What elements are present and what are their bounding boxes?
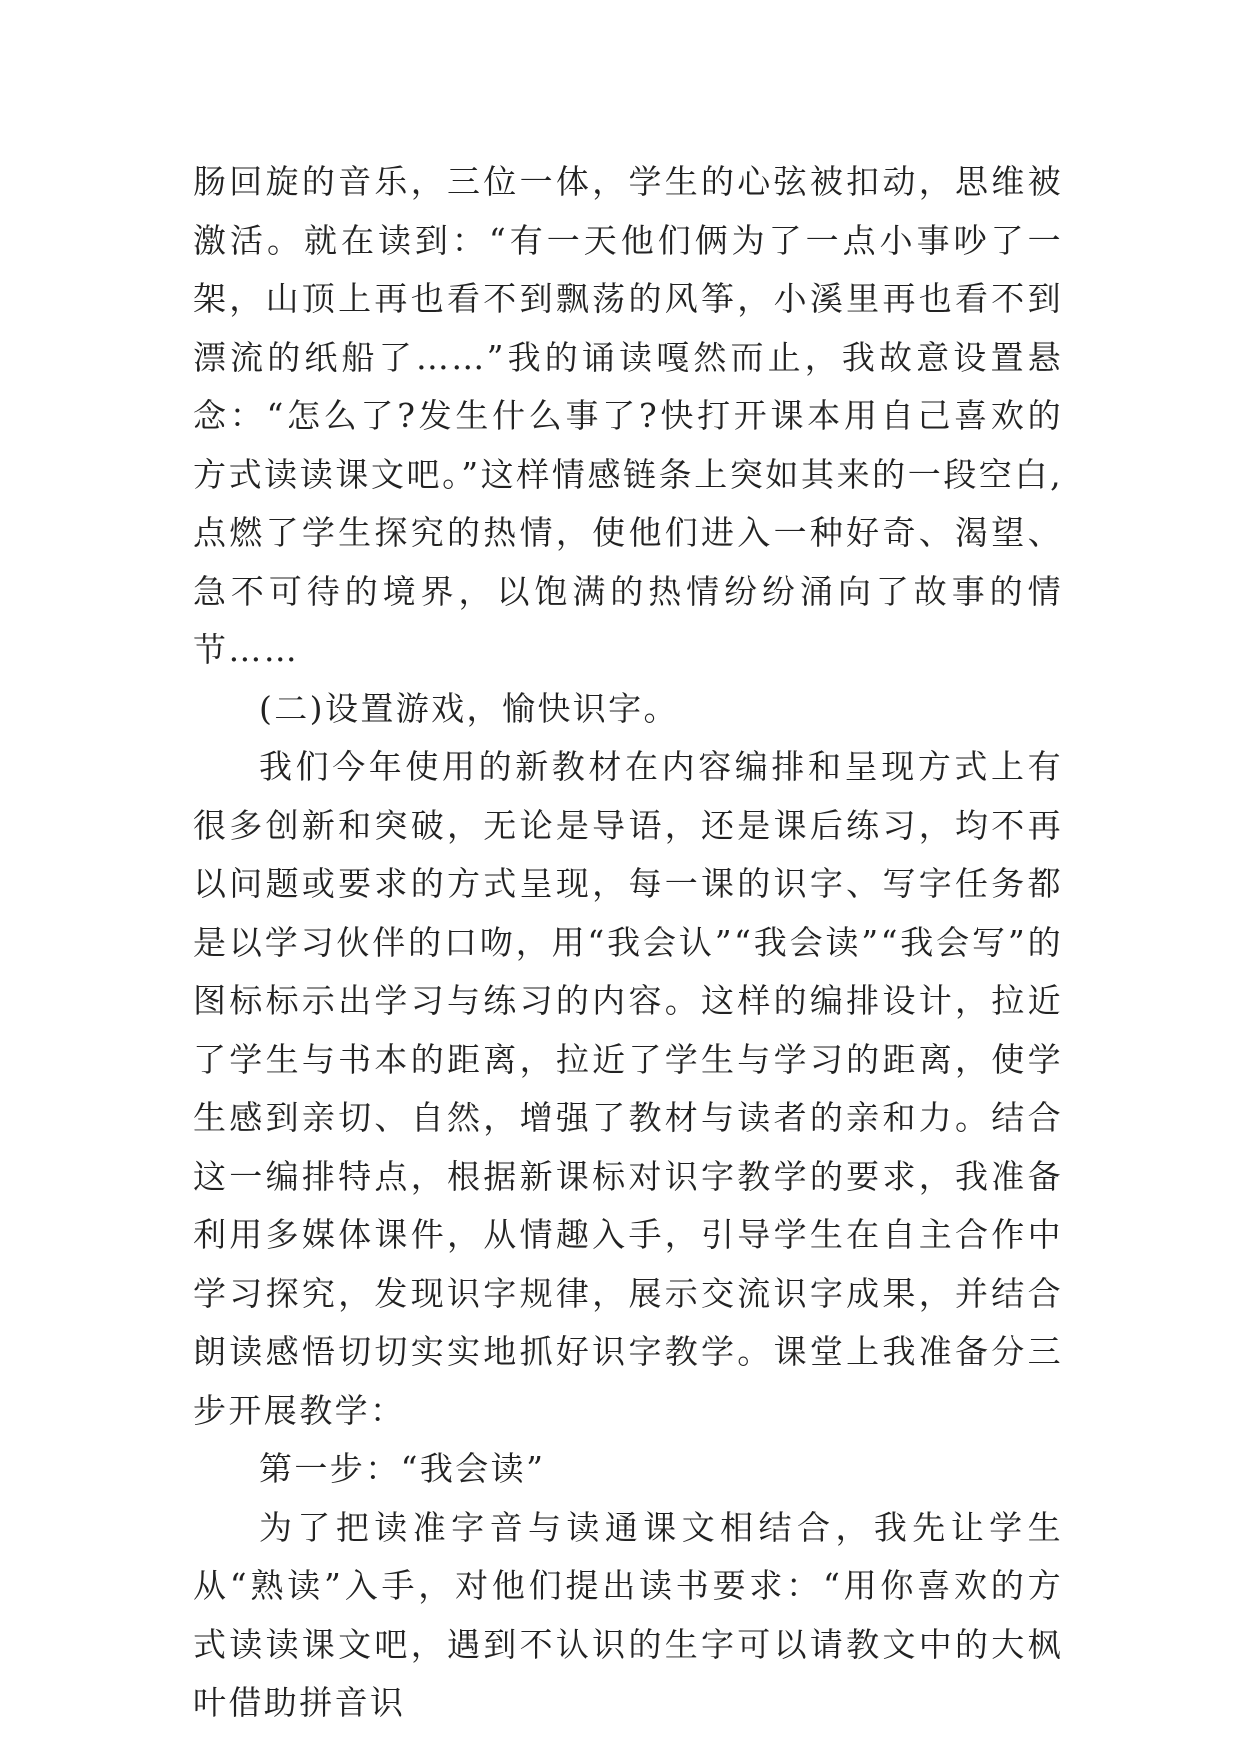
step-heading: 第一步：“我会读”	[259, 1449, 546, 1488]
paragraph: 为了把读准字音与读通课文相结合，我先让学生从“熟读”入手，对他们提出读书要求：“用你喜欢的方式读读课文吧，遇到不认识的生字可以请教文中的大枫叶借助拼音识	[193, 1507, 1063, 1722]
body-text	[193, 153, 1063, 1733]
section-heading: (二)设置游戏，愉快识字。	[259, 688, 679, 728]
paragraph-continuation: 肠回旋的音乐，三位一体，学生的心弦被扣动，思维被激活。就在读到：“有一天他们俩为了一点小事吵了一架，山顶上再也看不到飘荡的风筝，小溪里再也看不到漂流的纸船了……”我的诵读嘎然而止，我故意设置悬念：“怎么了?发生什么事了?快打开课本用自己喜欢的方式读读课文吧。”这样情感链条上突如其来的一段空白,点燃了学生探究的热情，使他们进入一种好奇、渴望、急不可待的境界，以饱满的热情纷纷涌向了故事的情节……	[193, 162, 1063, 669]
paragraph: 我们今年使用的新教材在内容编排和呈现方式上有很多创新和突破，无论是导语，还是课后练习，均不再以问题或要求的方式呈现，每一课的识字、写字任务都是以学习伙伴的口吻，用“我会认”“我会读”“我会写”的图标标示出学习与练习的内容。这样的编排设计，拉近了学生与书本的距离，拉近了学生与学习的距离，使学生感到亲切、自然，增强了教材与读者的亲和力。结合这一编排特点，根据新课标对识字教学的要求，我准备利用多媒体课件，从情趣入手，引导学生在自主合作中学习探究，发现识字规律，展示交流识字成果，并结合朗读感悟切切实实地抓好识字教学。课堂上我准备分三步开展教学：	[193, 747, 1063, 1430]
